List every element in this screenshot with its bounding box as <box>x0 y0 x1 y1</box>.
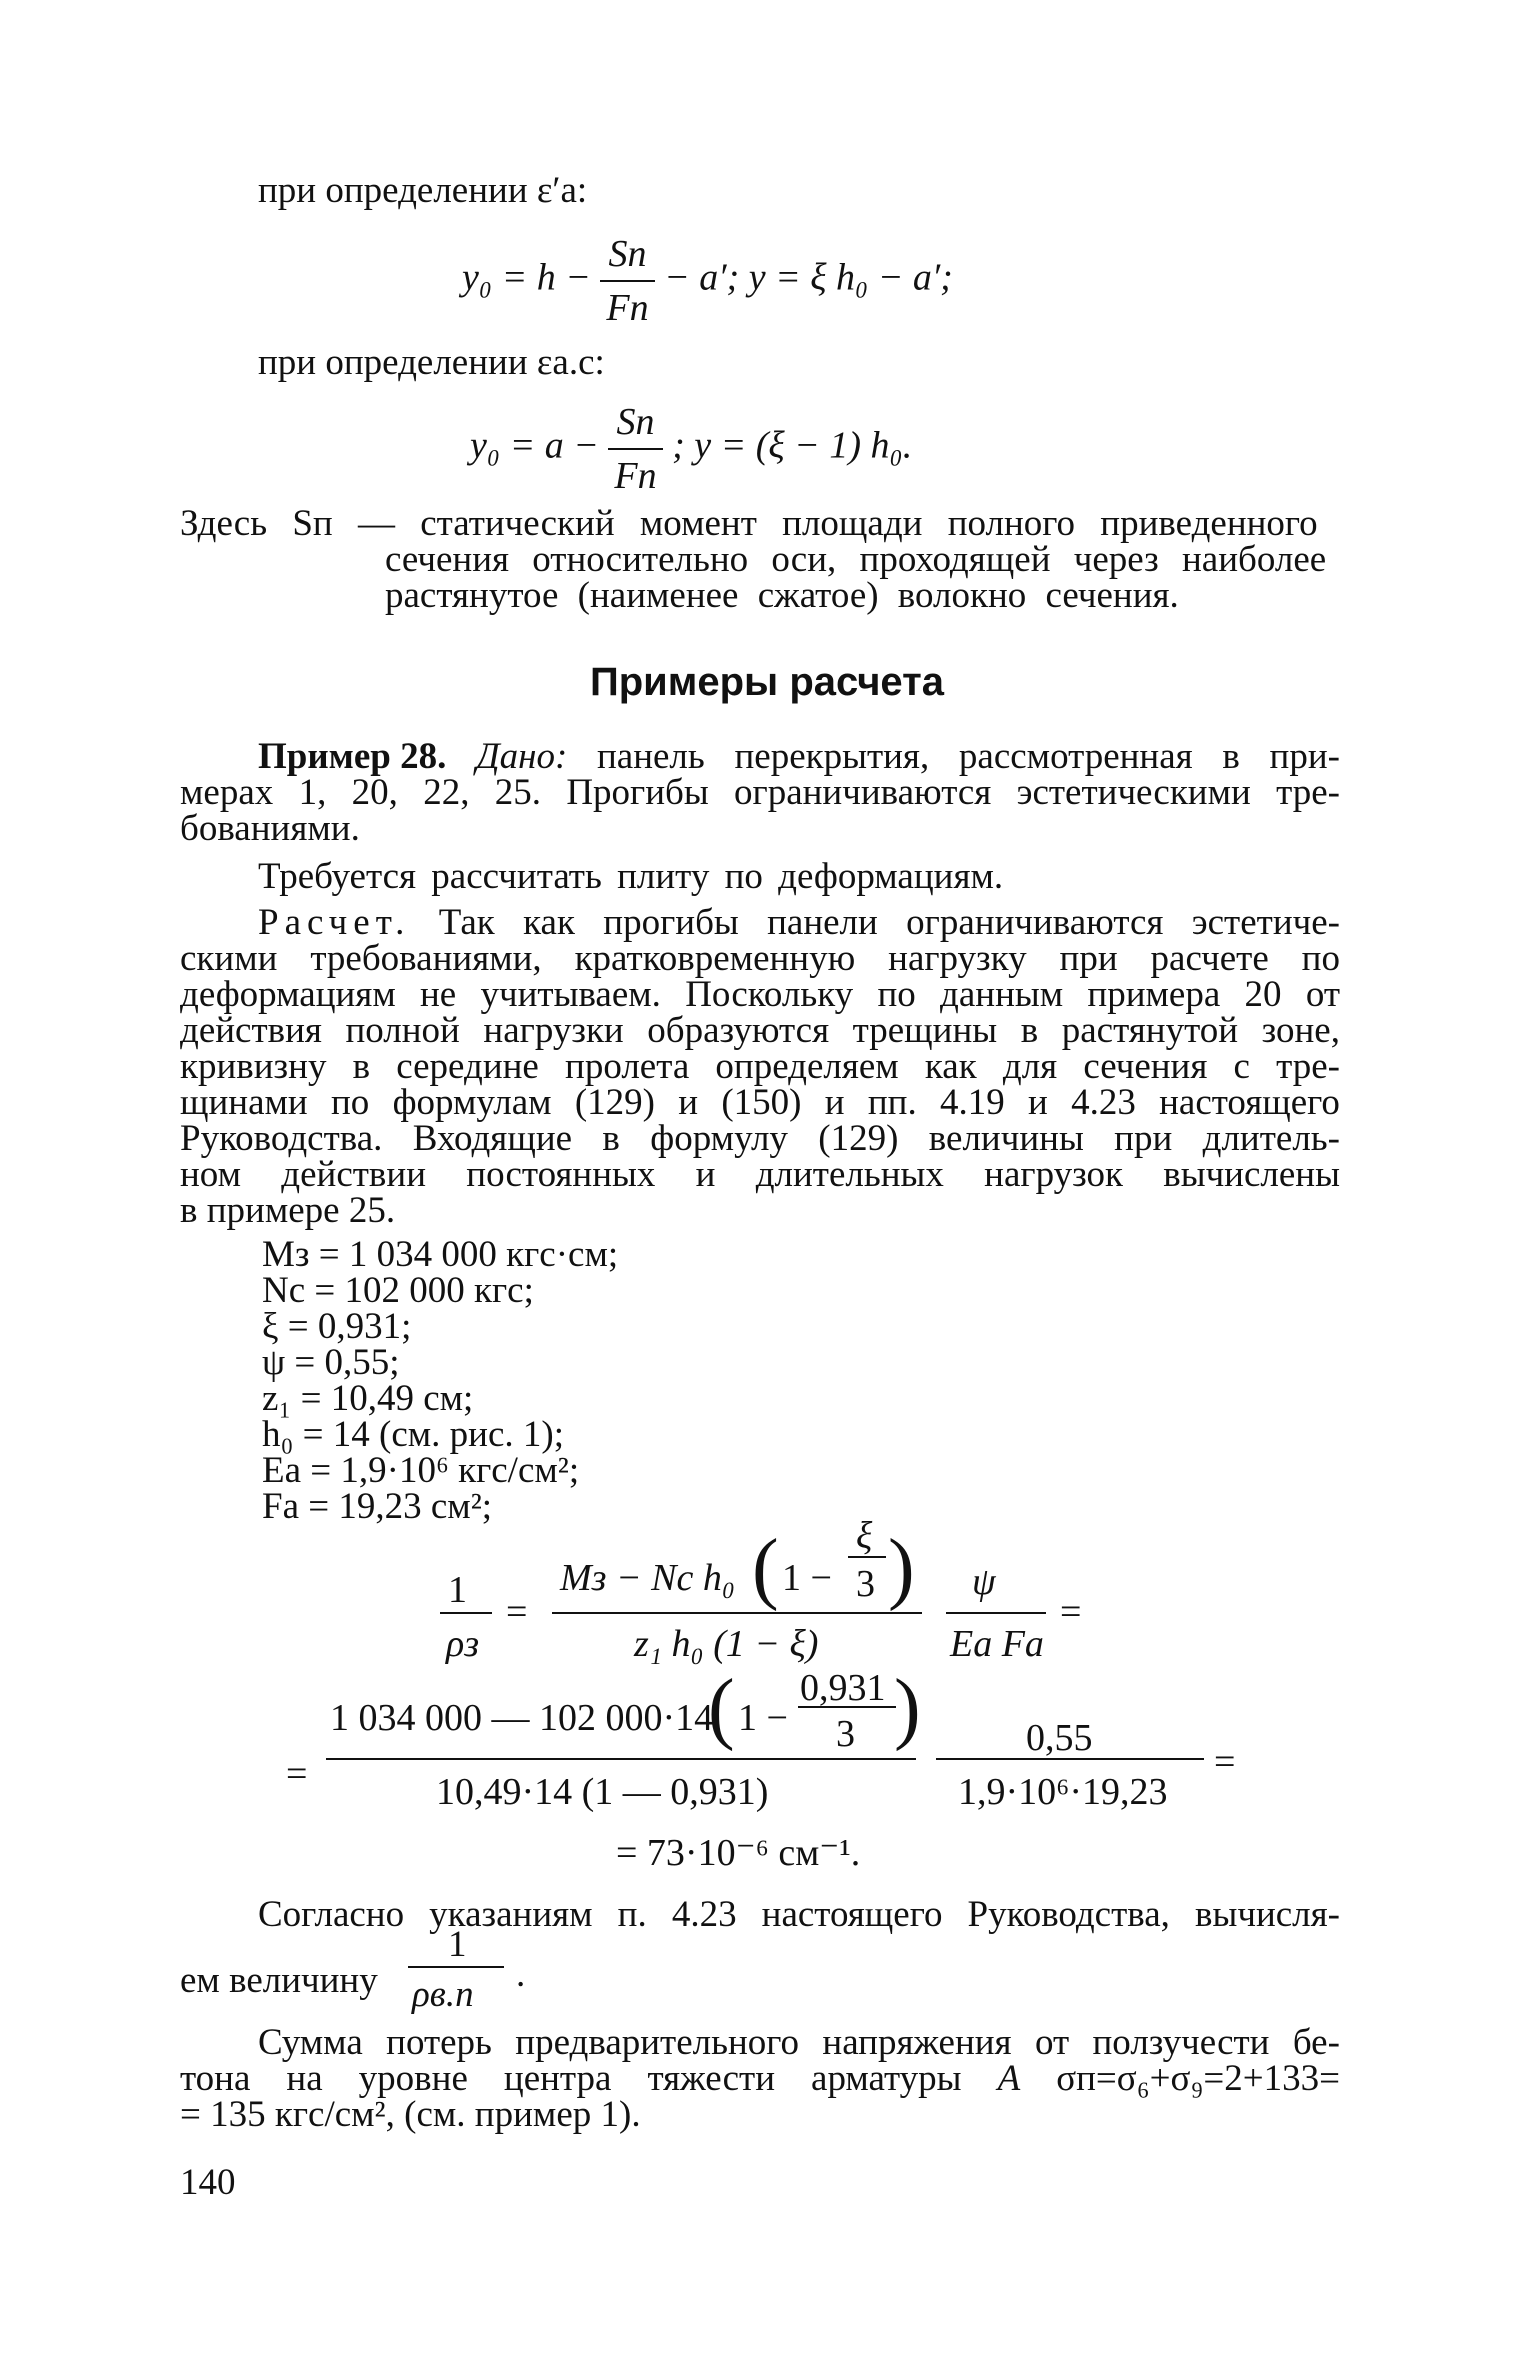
formula-eq-4: = <box>1214 1741 1236 1783</box>
formula-paren-open-2: ( <box>708 1664 735 1752</box>
word: постоянных <box>466 1154 656 1195</box>
formula-eq-1: = <box>506 1591 528 1633</box>
word: не <box>420 974 457 1015</box>
formula-n2-a: 1 034 000 — 102 000·14 <box>330 1697 714 1739</box>
eq1-fraction <box>600 232 654 330</box>
tail-line-1 <box>258 1896 1340 1933</box>
word: 22, <box>423 772 470 813</box>
word: скими <box>180 938 278 979</box>
word: по <box>877 974 916 1015</box>
word: и <box>695 1154 716 1195</box>
word: при <box>1114 1118 1173 1159</box>
eq1-numerator: Sп <box>608 233 647 275</box>
word: ограничиваются <box>906 902 1164 943</box>
word: с <box>1233 1046 1250 1087</box>
formula-paren-close-1: ) <box>888 1524 915 1612</box>
word: 4.19 <box>939 1082 1005 1123</box>
word: Поскольку <box>685 974 854 1015</box>
formula-three-2: 3 <box>836 1713 855 1755</box>
equation-1 <box>462 232 953 330</box>
tail-line-2-text: ем величину <box>180 1960 378 2001</box>
word: указаниям <box>429 1894 593 1935</box>
tail-fraction-num: 1 <box>448 1924 467 1965</box>
formula-rule-4 <box>326 1758 916 1760</box>
word: 1, <box>298 772 327 813</box>
word: сечения <box>1083 1046 1208 1087</box>
eq2-fraction <box>608 400 662 498</box>
word: как <box>924 1046 977 1087</box>
formula-rule-2 <box>552 1612 922 1614</box>
example-label: Пример 28. <box>258 736 447 777</box>
word: пп. <box>867 1082 917 1123</box>
value-h0: h₀ = 14 (см. рис. 1); <box>262 1414 564 1455</box>
formula-rule-xi-2 <box>798 1706 896 1708</box>
word: тре- <box>1276 1046 1340 1087</box>
tail-fraction-den: ρв.п <box>412 1974 474 2015</box>
word: как <box>523 902 575 943</box>
formula-num-a: Mз − Nс h₀ <box>560 1557 736 1599</box>
word: вычислены <box>1163 1154 1340 1195</box>
word: предварительного <box>515 2022 800 2063</box>
calc-line-9: в примере 25. <box>180 1190 396 1231</box>
value-z1: z₁ = 10,49 см; <box>262 1378 474 1419</box>
def-label-2: при определении εа.с: <box>258 342 605 383</box>
calc-label: Расчет. <box>258 902 411 943</box>
formula-result: = 73·10⁻⁶ см⁻¹. <box>616 1832 861 1874</box>
calc-line-7 <box>180 1120 1340 1157</box>
def-note-line-3: растянутое (наименее сжатое) волокно сечения. <box>385 575 1179 616</box>
formula-paren-open-1: ( <box>752 1524 779 1612</box>
word: образуются <box>647 1010 830 1051</box>
word: примера <box>1087 974 1221 1015</box>
word: ном <box>180 1154 242 1195</box>
word: тона <box>180 2058 251 2099</box>
word: кратковременную <box>574 938 856 979</box>
word: мерах <box>180 772 274 813</box>
formula-one-numerator: 1 <box>448 1569 467 1611</box>
word: в <box>352 1046 371 1087</box>
equation-2 <box>470 400 912 498</box>
formula-eq-3: = <box>286 1753 308 1795</box>
word: учитываем. <box>480 974 661 1015</box>
formula-den-a: z₁ h₀ (1 − ξ) <box>634 1623 819 1665</box>
calc-line-3 <box>180 976 1340 1013</box>
word: тре- <box>1276 772 1340 813</box>
tail-line-4 <box>180 2060 1340 2097</box>
word: растянутой <box>1061 1010 1239 1051</box>
tail-line-5: = 135 кгс/см², (см. пример 1). <box>180 2094 641 2135</box>
example-line-2 <box>180 774 1340 811</box>
eq2-numerator: Sп <box>616 401 655 443</box>
word: рассмотренная <box>958 736 1193 777</box>
eq1-lhs: y₀ = h − <box>462 256 591 299</box>
word: в <box>602 1118 620 1159</box>
section-title: Примеры расчета <box>590 660 944 704</box>
word: 4.23 <box>1071 1082 1136 1123</box>
word: Согласно <box>258 1894 405 1935</box>
word: эстетиче- <box>1191 902 1340 943</box>
formula-n2-b: 0,55 <box>1026 1717 1093 1759</box>
word: настоящего <box>761 1894 943 1935</box>
word: (129) <box>818 1118 899 1159</box>
word: для <box>1002 1046 1058 1087</box>
word: σп=σ₆+σ₉=2+133= <box>1056 2058 1340 2099</box>
word: деформациям <box>180 974 396 1015</box>
formula-d2-b: 1,9·10⁶·19,23 <box>958 1771 1168 1813</box>
formula-n2-xi: 0,931 <box>800 1667 886 1709</box>
word: действии <box>281 1154 426 1195</box>
formula-paren-close-2: ) <box>894 1664 921 1752</box>
word: напряжения <box>822 2022 1012 2063</box>
value-moment: Mз = 1 034 000 кгс·см; <box>262 1234 619 1275</box>
word: действия <box>180 1010 322 1051</box>
word: формулам <box>392 1082 552 1123</box>
word: (129) <box>574 1082 656 1123</box>
page-number: 140 <box>180 2162 236 2203</box>
word: уровне <box>358 2058 468 2099</box>
word: центра <box>503 2058 612 2099</box>
eq2-lhs: y₀ = a − <box>470 424 599 467</box>
example-line-3: бованиями. <box>180 808 360 849</box>
word: трещины <box>852 1010 998 1051</box>
word: Прогибы <box>566 772 709 813</box>
word: ограничиваются <box>734 772 992 813</box>
word: по <box>1301 938 1340 979</box>
word: п. <box>617 1894 647 1935</box>
formula-d2-a: 10,49·14 (1 — 0,931) <box>436 1771 769 1813</box>
word: 20, <box>351 772 398 813</box>
word: длительных <box>755 1154 944 1195</box>
word: от <box>1305 974 1340 1015</box>
word: эстетическими <box>1016 772 1251 813</box>
tail-fraction-rule <box>408 1966 504 1968</box>
word: арматуры <box>811 2058 962 2099</box>
formula-rule-1 <box>440 1612 492 1614</box>
word: 20 <box>1244 974 1282 1015</box>
word: пролета <box>565 1046 690 1087</box>
example-line-1 <box>258 738 1340 775</box>
required-line: Требуется рассчитать плиту по деформациям. <box>258 856 1004 897</box>
word: вычисля- <box>1195 1894 1340 1935</box>
word: Входящие <box>412 1118 573 1159</box>
word: прогибы <box>603 902 739 943</box>
formula-rho: ρз <box>446 1623 480 1665</box>
word: 4.23 <box>671 1894 737 1935</box>
word: формулу <box>650 1118 788 1159</box>
formula-rule-5 <box>936 1758 1204 1760</box>
value-psi: ψ = 0,55; <box>262 1342 400 1383</box>
word: 25. <box>494 772 542 813</box>
word: расчете <box>1150 938 1269 979</box>
word: нагрузки <box>483 1010 624 1051</box>
word: в <box>1020 1010 1039 1051</box>
def-note-line-2: сечения относительно оси, проходящей через наиболее <box>385 539 1327 580</box>
word: Руководства, <box>967 1894 1170 1935</box>
word: Сумма <box>258 2022 363 2063</box>
value-fa: Fа = 19,23 см²; <box>262 1486 493 1527</box>
word: середине <box>396 1046 539 1087</box>
eq1-denominator: Fп <box>600 280 654 330</box>
formula-eq-2: = <box>1060 1591 1082 1633</box>
word: по <box>331 1082 370 1123</box>
word: и <box>824 1082 845 1123</box>
eq2-rest: ; y = (ξ − 1) h₀. <box>672 424 913 467</box>
given-label: Дано: <box>476 736 568 777</box>
word: панели <box>767 902 878 943</box>
word: Так <box>438 902 495 943</box>
formula-rule-xi <box>848 1556 886 1558</box>
word: кривизну <box>180 1046 327 1087</box>
calc-line-6 <box>180 1084 1340 1121</box>
formula-den-b: Eа Fа <box>950 1623 1044 1665</box>
word: перекрытия, <box>734 736 930 777</box>
calc-line-8 <box>180 1156 1340 1193</box>
word: (150) <box>721 1082 802 1123</box>
word: величины <box>928 1118 1084 1159</box>
word: бе- <box>1292 2022 1340 2063</box>
def-note-line-1: Здесь Sп — статический момент площади полного приведенного <box>180 503 1318 544</box>
formula-three-1: 3 <box>856 1563 875 1605</box>
word: определяем <box>715 1046 899 1087</box>
word: при- <box>1269 736 1340 777</box>
word: и <box>1028 1082 1048 1123</box>
word: ползучести <box>1092 2022 1270 2063</box>
word: нагрузок <box>984 1154 1123 1195</box>
word: и <box>678 1082 699 1123</box>
calc-line-5 <box>180 1048 1340 1085</box>
value-force: Nс = 102 000 кгс; <box>262 1270 534 1311</box>
formula-rule-3 <box>946 1612 1046 1614</box>
word: нагрузку <box>888 938 1027 979</box>
word: щинами <box>180 1082 308 1123</box>
word: зоне, <box>1261 1010 1340 1051</box>
word: настоящего <box>1159 1082 1340 1123</box>
calc-line-2 <box>180 940 1340 977</box>
value-xi: ξ = 0,931; <box>262 1306 412 1347</box>
formula-xi-num: ξ <box>856 1515 873 1557</box>
word: данным <box>940 974 1064 1015</box>
word: при <box>1059 938 1118 979</box>
calc-line-4 <box>180 1012 1340 1049</box>
word: полной <box>345 1010 460 1051</box>
calc-line-1 <box>258 904 1340 941</box>
word: длитель- <box>1202 1118 1340 1159</box>
word: в <box>1222 736 1240 777</box>
word: на <box>286 2058 323 2099</box>
formula-psi: ψ <box>972 1561 996 1603</box>
value-ea: Eа = 1,9·10⁶ кгс/см²; <box>262 1450 580 1491</box>
word: тяжести <box>647 2058 775 2099</box>
word: потерь <box>386 2022 492 2063</box>
tail-fraction-dot: . <box>516 1954 526 1995</box>
eq2-denominator: Fп <box>608 448 662 498</box>
tail-line-3 <box>258 2024 1340 2061</box>
word: панель <box>596 736 705 777</box>
word: A <box>997 2058 1021 2099</box>
word: требованиями, <box>310 938 542 979</box>
formula-one-minus-2: 1 − <box>738 1697 788 1739</box>
formula-one-minus-1: 1 − <box>782 1557 832 1599</box>
eq1-rest: − a′; y = ξ h₀ − a′; <box>664 256 953 299</box>
word: Руководства. <box>180 1118 383 1159</box>
word: от <box>1034 2022 1070 2063</box>
def-label-1: при определении ε′а: <box>258 170 588 211</box>
